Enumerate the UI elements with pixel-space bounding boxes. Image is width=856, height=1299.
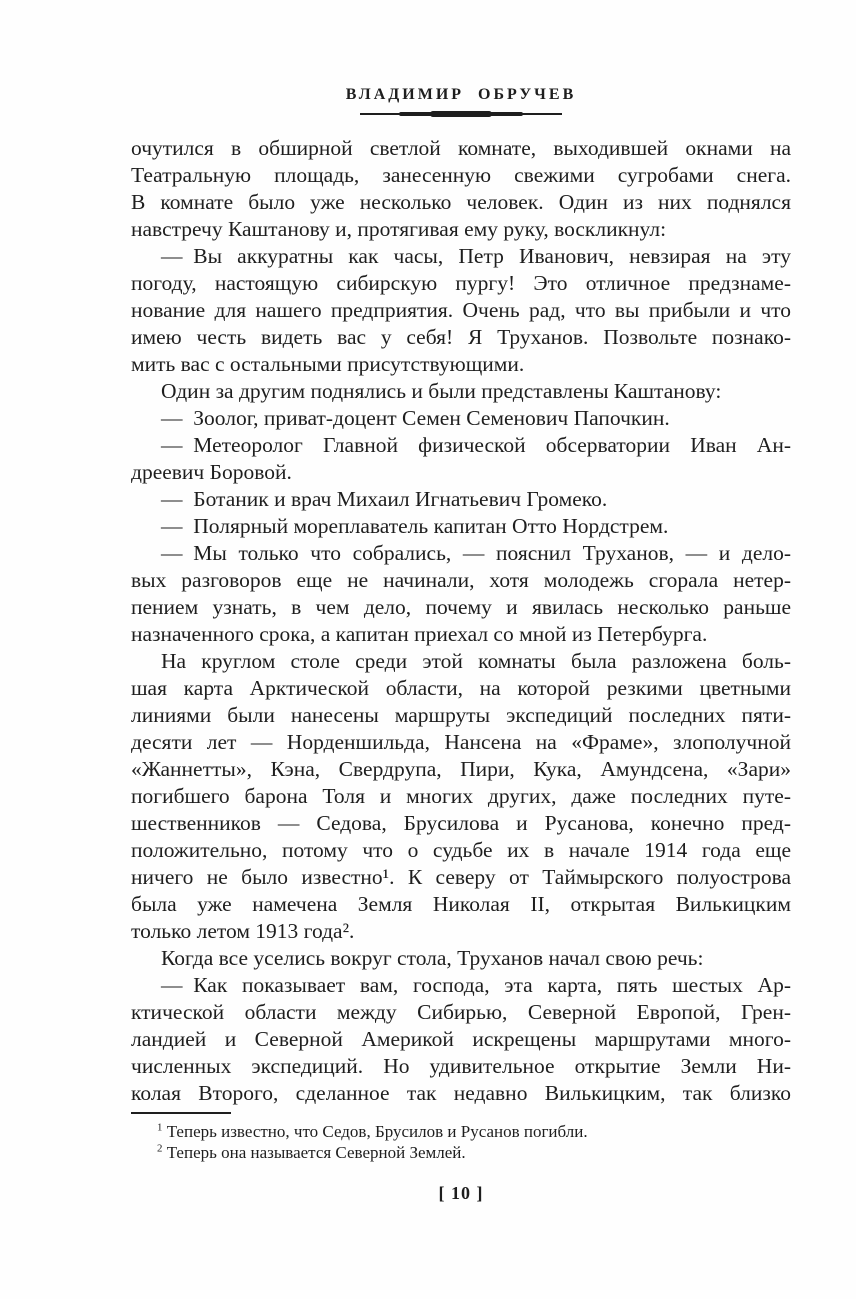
footnote: $^2$ Теперь она называется Северной Землей. [157, 1142, 466, 1162]
body-line: очутился в обширной светлой комнате, выходившей окнами на [131, 136, 791, 160]
body-line: На круглом столе среди этой комнаты была разложена боль- [161, 649, 791, 673]
footnote-rule [131, 1112, 231, 1114]
body-line: — Как показывает вам, господа, эта карта, пять шестых Ар- [161, 973, 791, 997]
body-line: численных экспедиций. Но удивительное открытие Земли Ни- [131, 1054, 791, 1078]
body-line: В комнате было уже несколько человек. Один из них поднялся [131, 190, 791, 214]
body-line: шая карта Арктической области, на которой резкими цветными [131, 676, 791, 700]
body-line: — Зоолог, приват-доцент Семен Семенович Папочкин. [161, 406, 670, 430]
body-line: колая Второго, сделанное так недавно Вилькицким, так близко [131, 1081, 791, 1105]
body-line: назначенного срока, а капитан приехал со мной из Петербурга. [131, 622, 708, 646]
body-line: ничего не было известно¹. К северу от Таймырского полуострова [131, 865, 791, 889]
body-line: навстречу Каштанову и, протягивая ему руку, воскликнул: [131, 217, 667, 241]
body-line: десяти лет — Норденшильда, Нансена на «Фраме», злополучной [131, 730, 791, 754]
body-line: только летом 1913 года². [131, 919, 355, 943]
page-number: [ 10 ] [438, 1183, 484, 1203]
running-header: ВЛАДИМИР ОБРУЧЕВ [345, 86, 577, 103]
body-line: имею честь видеть вас у себя! Я Труханов. Позвольте познако- [131, 325, 791, 349]
body-line: — Ботаник и врач Михаил Игнатьевич Громеко. [161, 487, 608, 511]
body-line: мить вас с остальными присутствующими. [131, 352, 525, 376]
body-line: — Метеоролог Главной физической обсерватории Иван Ан- [161, 433, 791, 457]
body-line: линиями были нанесены маршруты экспедиций последних пяти- [131, 703, 791, 727]
body-line: ландией и Северной Америкой искрещены маршрутами много- [131, 1027, 791, 1051]
body-line: нование для нашего предприятия. Очень рад, что вы прибыли и что [131, 298, 791, 322]
body-line: «Жаннетты», Кэна, Свердрупа, Пири, Кука, Амундсена, «Зари» [131, 757, 791, 781]
body-line: Когда все уселись вокруг стола, Труханов начал свою речь: [161, 946, 704, 970]
body-line: дреевич Боровой. [131, 460, 292, 484]
body-line: ктической области между Сибирью, Северной Европой, Грен- [131, 1000, 791, 1024]
body-line: шественников — Седова, Брусилова и Русанова, конечно пред- [131, 811, 791, 835]
footnote-marker: 1 [157, 1122, 163, 1134]
body-line: положительно, потому что о судьбе их в начале 1914 года еще [131, 838, 791, 862]
footnotes-section [131, 1122, 791, 1163]
body-line: вых разговоров еще не начинали, хотя молодежь сгорала нетер- [131, 568, 791, 592]
body-line: — Мы только что собрались, — пояснил Труханов, — и дело- [161, 541, 791, 565]
body-line: пением узнать, в чем дело, почему и явилась несколько раньше [131, 595, 791, 619]
swelled-rule-divider [131, 109, 791, 118]
body-line: была уже намечена Земля Николая II, открытая Вилькицким [131, 892, 791, 916]
body-line: — Полярный мореплаватель капитан Отто Нордстрем. [161, 514, 669, 538]
footnote-marker: 2 [157, 1142, 163, 1154]
body-text [131, 135, 791, 1107]
body-line: — Вы аккуратны как часы, Петр Иванович, невзирая на эту [161, 244, 791, 268]
body-line: погоду, настоящую сибирскую пургу! Это отличное предзнаме- [131, 271, 791, 295]
divider-center-bar [430, 111, 492, 117]
body-line: погибшего барона Толя и многих других, даже последних путе- [131, 784, 791, 808]
body-line: Театральную площадь, занесенную свежими сугробами снега. [131, 163, 791, 187]
body-line: Один за другим поднялись и были представлены Каштанову: [161, 379, 722, 403]
footnote: $^1$ Теперь известно, что Седов, Брусилов и Русанов погибли. [157, 1122, 588, 1141]
